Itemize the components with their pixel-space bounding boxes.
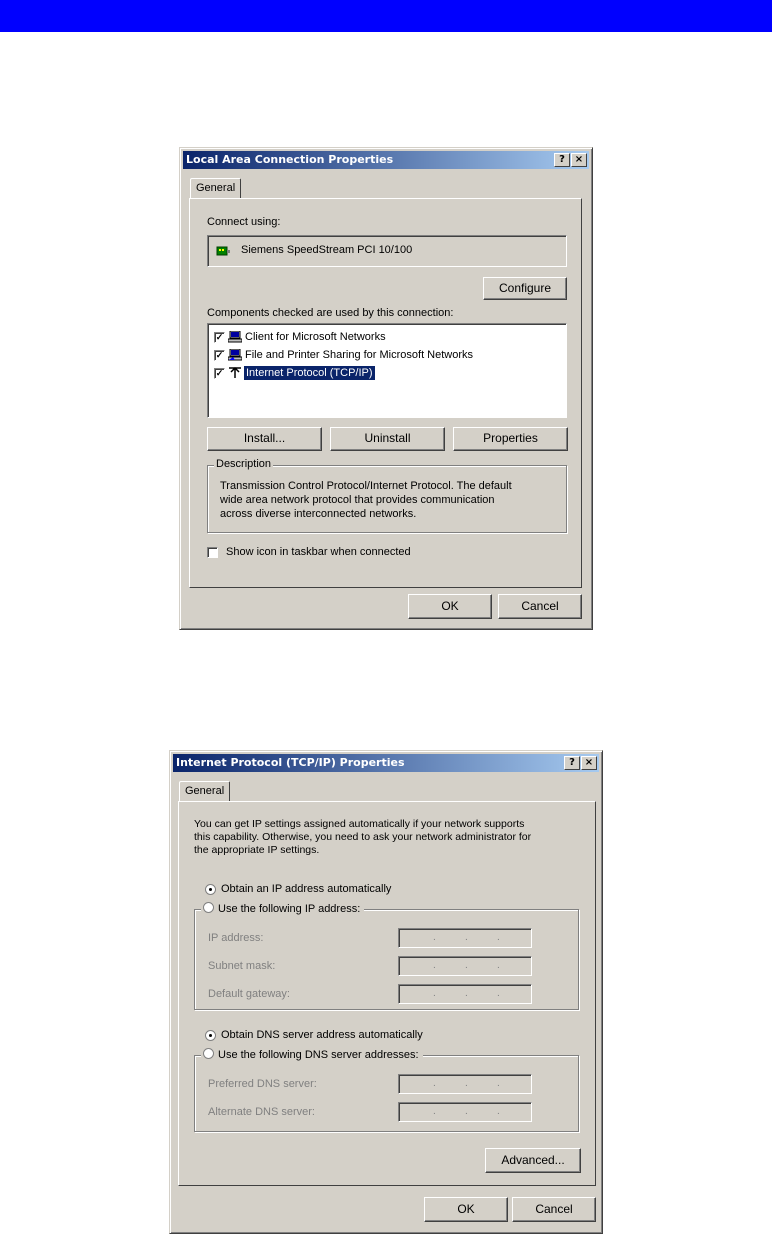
properties-button-label: Properties [483, 431, 538, 445]
component-label-selected: Internet Protocol (TCP/IP) [246, 367, 373, 379]
preferred-dns-field [398, 1074, 532, 1094]
show-icon-checkbox[interactable] [207, 547, 218, 558]
adapter-field [207, 235, 567, 267]
network-card-icon [216, 245, 230, 257]
tab-general[interactable] [190, 178, 241, 198]
tcpip-title-bar[interactable] [173, 754, 599, 772]
intro-text-line-3: the appropriate IP settings. [194, 844, 320, 856]
component-checkbox[interactable]: ✓ [215, 368, 224, 378]
help-button[interactable]: ? [564, 756, 580, 770]
install-button-label: Install... [243, 431, 286, 445]
list-item[interactable] [214, 348, 554, 364]
tcpip-dialog-title: Internet Protocol (TCP/IP) Properties [176, 756, 405, 769]
description-legend: Description [216, 458, 272, 470]
tab-general[interactable] [179, 781, 230, 801]
lan-properties-dialog [179, 147, 593, 630]
ip-dot: . [433, 1106, 436, 1117]
page-banner [0, 0, 772, 32]
obtain-dns-auto-radio[interactable] [205, 1030, 216, 1041]
ok-button[interactable] [408, 594, 492, 619]
obtain-ip-auto-radio[interactable] [205, 884, 216, 895]
adapter-name: Siemens SpeedStream PCI 10/100 [241, 244, 413, 256]
ip-dot: . [497, 932, 500, 943]
intro-text-line-2: this capability. Otherwise, you need to ask your network administrator for [194, 831, 532, 843]
ip-dot: . [433, 988, 436, 999]
ip-dot: . [433, 932, 436, 943]
properties-button[interactable] [453, 427, 568, 451]
ip-dot: . [465, 1106, 468, 1117]
description-group [207, 458, 567, 533]
ip-dot: . [497, 1106, 500, 1117]
close-button[interactable]: × [581, 756, 597, 770]
cancel-button-label: Cancel [535, 1202, 573, 1216]
cancel-button-label: Cancel [521, 599, 559, 613]
uninstall-button[interactable] [330, 427, 445, 451]
tcpip-properties-dialog [169, 750, 603, 1234]
alternate-dns-label: Alternate DNS server: [208, 1106, 315, 1118]
component-checkbox[interactable]: ✓ [215, 332, 224, 342]
use-following-dns-radio[interactable] [203, 1048, 214, 1059]
ip-dot: . [465, 1078, 468, 1089]
list-item[interactable] [214, 366, 554, 382]
advanced-button[interactable] [485, 1148, 581, 1173]
static-ip-legend [201, 902, 364, 915]
tab-general-label: General [185, 785, 225, 797]
ip-dot: . [497, 988, 500, 999]
static-ip-group [194, 903, 579, 1010]
ip-dot: . [433, 960, 436, 971]
advanced-button-label: Advanced... [501, 1153, 565, 1167]
close-button[interactable]: × [571, 153, 587, 167]
cancel-button[interactable] [498, 594, 582, 619]
uninstall-button-label: Uninstall [364, 431, 411, 445]
file-printer-sharing-icon [228, 349, 242, 361]
configure-button[interactable] [483, 277, 567, 300]
ip-dot: . [497, 960, 500, 971]
cancel-button[interactable] [512, 1197, 596, 1222]
default-gateway-label: Default gateway: [208, 988, 290, 1000]
subnet-mask-label: Subnet mask: [208, 960, 276, 972]
ip-dot: . [497, 1078, 500, 1089]
general-panel [189, 198, 582, 588]
help-button[interactable]: ? [554, 153, 570, 167]
ip-dot: . [465, 988, 468, 999]
lan-dialog-title: Local Area Connection Properties [186, 153, 394, 166]
component-label: Client for Microsoft Networks [245, 331, 386, 343]
connect-using-label: Connect using: [207, 216, 281, 228]
components-list[interactable] [207, 323, 567, 418]
intro-text-line-1: You can get IP settings assigned automatically if your network supports [194, 818, 525, 830]
component-checkbox[interactable]: ✓ [215, 350, 224, 360]
default-gateway-field [398, 984, 532, 1004]
ip-dot: . [465, 932, 468, 943]
lan-title-bar[interactable] [183, 151, 589, 169]
client-network-icon [228, 331, 242, 343]
description-text-line-2: wide area network protocol that provides communication [220, 494, 495, 506]
preferred-dns-label: Preferred DNS server: [208, 1078, 317, 1090]
tab-general-label: General [196, 182, 236, 194]
static-dns-legend [201, 1048, 423, 1061]
configure-button-label: Configure [498, 281, 552, 295]
use-following-dns-label: Use the following DNS server addresses: [218, 1049, 419, 1061]
ip-dot: . [433, 1078, 436, 1089]
alternate-dns-field [398, 1102, 532, 1122]
general-panel [178, 801, 596, 1186]
use-following-ip-radio[interactable] [203, 902, 214, 913]
use-following-ip-label: Use the following IP address: [218, 903, 361, 915]
component-label: File and Printer Sharing for Microsoft Networks [245, 349, 474, 361]
subnet-mask-field [398, 956, 532, 976]
install-button[interactable] [207, 427, 322, 451]
description-text-line-3: across diverse interconnected networks. [220, 508, 417, 520]
show-icon-label: Show icon in taskbar when connected [226, 546, 411, 558]
ok-button-label: OK [457, 1202, 475, 1216]
protocol-icon [228, 367, 242, 379]
obtain-dns-auto-label: Obtain DNS server address automatically [221, 1029, 423, 1041]
description-text-line-1: Transmission Control Protocol/Internet Protocol. The default [220, 480, 512, 492]
obtain-ip-auto-label: Obtain an IP address automatically [221, 883, 392, 895]
ok-button-label: OK [441, 599, 459, 613]
ip-address-field [398, 928, 532, 948]
list-item[interactable] [214, 330, 554, 346]
ip-dot: . [465, 960, 468, 971]
ip-address-label: IP address: [208, 932, 264, 944]
ok-button[interactable] [424, 1197, 508, 1222]
static-dns-group [194, 1049, 579, 1132]
components-label: Components checked are used by this connection: [207, 307, 454, 319]
